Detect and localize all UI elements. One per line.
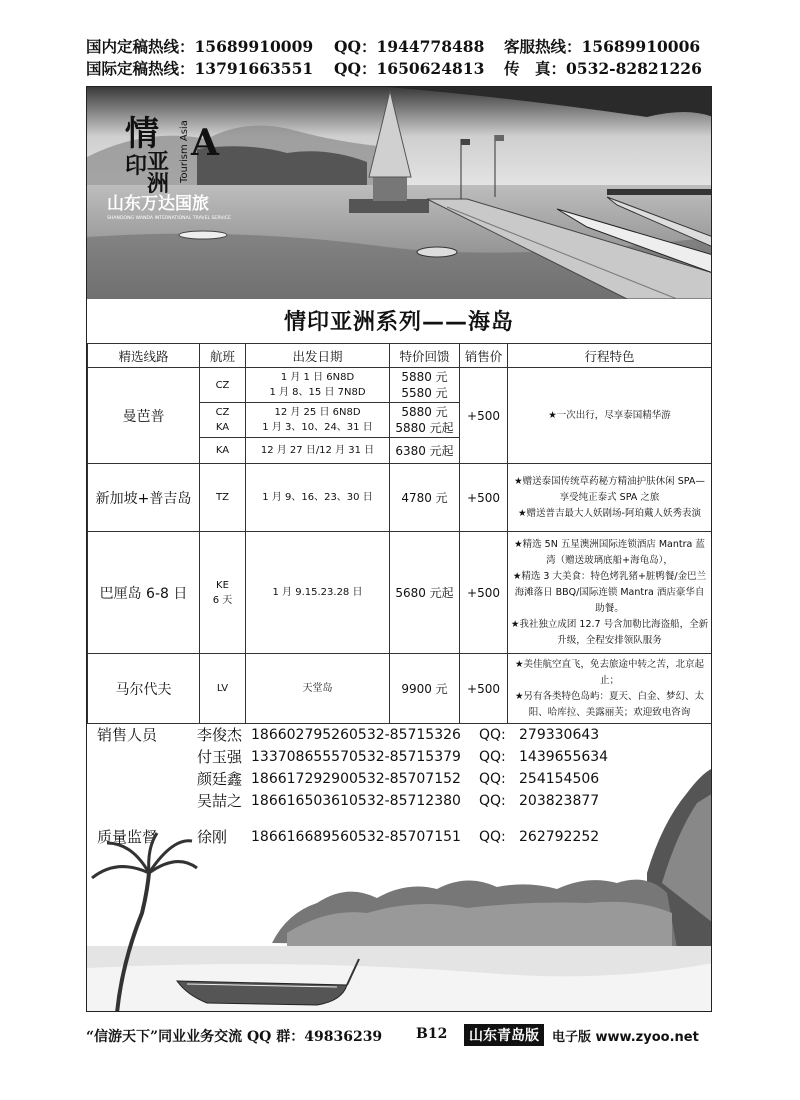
logo-char-2: 印 (125, 153, 148, 179)
departure-dates: 1 月 9.15.23.28 日 (246, 532, 390, 654)
contact-mobile: 18661650361 (251, 793, 349, 809)
contact-phone: 0532-85712380 (349, 793, 461, 809)
special-price: 5680 元起 (390, 532, 460, 654)
flight-code: KA (200, 438, 246, 464)
contact-name: 付玉强 (197, 748, 243, 766)
header-sale-price: 销售价 (460, 344, 508, 368)
departure-dates: 1 月 9、16、23、30 日 (246, 464, 390, 532)
flight-code: KE 6 天 (200, 532, 246, 654)
footer-slogan: “信游天下”同业业务交流 QQ 群：49836239 (86, 1029, 383, 1045)
website-link[interactable]: 电子版 www.zyoo.net (552, 1030, 699, 1045)
quality-label: 质量监督 (97, 828, 158, 846)
departure-dates: 12 月 27 日/12 月 31 日 (246, 438, 390, 464)
contact-name: 吴喆之 (197, 792, 243, 810)
agency-english: SHANDONG WANDA INTERNATIONAL TRAVEL SERVICE (107, 216, 231, 221)
qq-label: QQ: (479, 727, 506, 743)
sale-price: +500 (460, 532, 508, 654)
table-row (88, 368, 712, 403)
flight-code: CZ (200, 368, 246, 403)
page-number: B12 (416, 1026, 448, 1042)
flight-code: TZ (200, 464, 246, 532)
contact-mobile: 18661729290 (251, 771, 349, 787)
route-name: 马尔代夫 (88, 654, 200, 724)
flyer-frame (86, 86, 712, 1012)
route-table (87, 343, 712, 724)
hotline-row-domestic (86, 36, 726, 58)
route-name: 新加坡+普吉岛 (88, 464, 200, 532)
footer (86, 1024, 726, 1048)
flight-code: LV (200, 654, 246, 724)
qq-label: QQ: (479, 749, 506, 765)
international-qq: QQ：1650624813 (334, 59, 485, 78)
island-pier-photo (87, 87, 712, 299)
special-price: 6380 元起 (390, 438, 460, 464)
header-special-price: 特价回馈 (390, 344, 460, 368)
logo-char-4: 洲 (147, 171, 170, 197)
contact-mobile: 18660279526 (251, 727, 349, 743)
header-features: 行程特色 (508, 344, 712, 368)
contact-name: 李俊杰 (197, 726, 243, 744)
qq-label: QQ: (479, 793, 506, 809)
contact-name: 徐刚 (197, 828, 228, 846)
contact-qq: 203823877 (519, 793, 600, 809)
logo-char-1: 情 (125, 114, 159, 154)
header-flight: 航班 (200, 344, 246, 368)
sales-row (87, 725, 712, 745)
route-features: ★一次出行，尽享泰国精华游 (508, 368, 712, 464)
contact-phone: 0532-85707151 (349, 829, 461, 845)
route-features: ★赠送泰国传统草药秘方精油护肤休闲 SPA—享受纯正泰式 SPA 之旅 ★赠送普吉最大人妖剧场-阿珀戴人妖秀表演 (508, 464, 712, 532)
contact-mobile: 13370865557 (251, 749, 349, 765)
flight-code: CZ KA (200, 403, 246, 438)
departure-dates: 天堂岛 (246, 654, 390, 724)
contact-qq: 279330643 (519, 727, 600, 743)
qq-label: QQ: (479, 829, 506, 845)
table-header-row (88, 344, 712, 368)
special-price: 5880 元 5880 元起 (390, 403, 460, 438)
table-row (88, 654, 712, 724)
beach-cliff-illustration (87, 763, 712, 1012)
contact-phone: 0532-85707152 (349, 771, 461, 787)
route-name: 巴厘岛 6-8 日 (88, 532, 200, 654)
contact-phone: 0532-85715326 (349, 727, 461, 743)
contact-qq: 254154506 (519, 771, 600, 787)
table-row (88, 532, 712, 654)
series-title: 情印亚洲系列——海岛 (283, 310, 514, 335)
contact-qq: 1439655634 (519, 749, 609, 765)
contact-qq: 262792252 (519, 829, 600, 845)
contact-name: 颜廷鑫 (197, 770, 243, 788)
contact-mobile: 18661668956 (251, 829, 349, 845)
route-name: 曼芭普 (88, 368, 200, 464)
sale-price: +500 (460, 464, 508, 532)
hotline-row-international (86, 58, 726, 80)
sales-label: 销售人员 (97, 726, 158, 744)
fax-number: 传 真：0532-82821226 (504, 59, 702, 78)
domestic-hotline: 国内定稿热线：15689910009 (86, 37, 314, 56)
header-dates: 出发日期 (246, 344, 390, 368)
sale-price: +500 (460, 654, 508, 724)
service-hotline: 客服热线：15689910006 (504, 37, 701, 56)
special-price: 9900 元 (390, 654, 460, 724)
qq-label: QQ: (479, 771, 506, 787)
international-hotline: 国际定稿热线：13791663551 (86, 59, 314, 78)
banner-photo (87, 87, 712, 299)
domestic-qq: QQ：1944778488 (334, 37, 485, 56)
departure-dates: 12 月 25 日 6N8D 1 月 3、10、24、31 日 (246, 403, 390, 438)
logo-char-3: 亚 (147, 149, 170, 175)
special-price: 4780 元 (390, 464, 460, 532)
hotline-header (86, 36, 726, 80)
logo-english: Tourism Asia (179, 120, 190, 183)
table-row (88, 464, 712, 532)
special-price: 5880 元 5580 元 (390, 368, 460, 403)
contact-phone: 0532-85715379 (349, 749, 461, 765)
agency-name: 山东万达国旅 (107, 194, 209, 214)
route-features: ★精选 5N 五星澳洲国际连锁酒店 Mantra 蓝湾（赠送玻璃底船+海龟岛）， ★精选 3 大美食：特色烤乳猪+脏鸭餐/金巴兰海滩落日 BBQ/国际连锁 Mantra 酒店豪华自助餐。 ★我社独立成团 12.7 号含加勒比海盗船，全新升级，全程安排领队服务 (508, 532, 712, 654)
route-features: ★美佳航空直飞，免去旅途中转之苦，北京起止； ★另有各类特色岛屿：夏天、白金、梦幻、太阳、哈库拉、美露丽芙；欢迎致电咨询 (508, 654, 712, 724)
edition-badge: 山东青岛版 (464, 1024, 544, 1046)
header-route: 精选线路 (88, 344, 200, 368)
logo-letter: A (191, 122, 219, 164)
beach-scenery (87, 763, 712, 1012)
sale-price: +500 (460, 368, 508, 464)
departure-dates: 1 月 1 日 6N8D 1 月 8、15 日 7N8D (246, 368, 390, 403)
